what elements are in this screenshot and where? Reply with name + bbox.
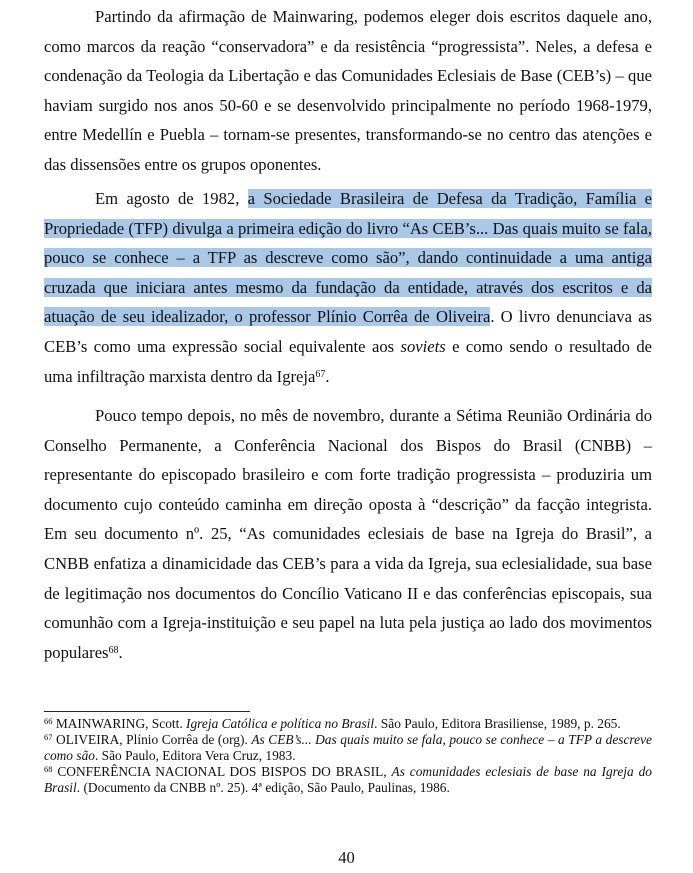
footnote-title: As comunidades eclesiais de base na Igreja do Brasil: [44, 764, 652, 796]
paragraph-2-continuation: . O livro denunciava as CEB’s como uma expressão social equivalente aos: [44, 307, 652, 356]
italic-term-soviets: soviets: [400, 336, 446, 356]
paragraph-2-intro: Em agosto de 1982,: [95, 189, 248, 208]
paragraph-3: [44, 401, 652, 667]
footnote-title: Igreja Católica e política no Brasil: [186, 716, 375, 731]
footnotes-section: [44, 716, 652, 796]
footnote-title: As CEB’s... Das quais muito se fala, pouco se conhece – a TFP a descreve como são: [44, 732, 652, 764]
footnote-66: [44, 716, 652, 732]
footnote-tail: . (Documento da CNBB nº. 25). 4ª edição, São Paulo, Paulinas, 1986.: [76, 780, 450, 796]
highlighted-text-selection[interactable]: a Sociedade Brasileira de Defesa da Tradição, Família e Propriedade (TFP) divulga a primeira edição do livro “As CEB’s... Das quais muito se fala, pouco se conhece – a TFP as descreve como são”, dando continuidade a uma antiga cruzada que iniciara antes mesmo da fundação da entidade, através dos escritos e da atuação de seu idealizador, o professor Plínio Corrêa de Oliveira: [44, 189, 652, 327]
footnote-number: 66: [44, 716, 53, 726]
footnote-ref-67[interactable]: 67: [315, 368, 326, 380]
paragraph-1-text: Partindo da afirmação de Mainwaring, podemos eleger dois escritos daquele ano, como marcos da reação “conservadora” e da resistência “progressista”. Neles, a defesa e condenação da Teologia da Libertação e das Comunidades Eclesiais de Base (CEB’s) – que haviam surgido nos anos 50-60 e se desenvolvido principalmente no período 1968-1979, entre Medellín e Puebla – tornam-se presentes, transformando-se no centro das atenções e das dissensões entre os grupos oponentes.: [44, 7, 652, 174]
paragraph-3-text: Pouco tempo depois, no mês de novembro, durante a Sétima Reunião Ordinária do Conselho Permanente, a Conferência Nacional dos Bispos do Brasil (CNBB) – representante do episcopado brasileiro e com forte tradição progressista – produziria um documento cujo conteúdo caminha em direção oposta à “descrição” da facção integrista. Em seu documento nº. 25, “As comunidades eclesiais de base na Igreja do Brasil”, a CNBB enfatiza a dinamicidade das CEB’s para a vida da Igreja, sua eclesialidade, sua base de legitimação nos documentos do Concílio Vaticano II e das conferências episcopais, sua comunhão com a Igreja-instituição e seu papel na luta pela justiça ao lado dos movimentos populares: [44, 406, 652, 662]
paragraph-2-end: .: [325, 366, 330, 386]
page-number: 40: [338, 848, 355, 867]
paragraph-1: [44, 2, 652, 180]
footnote-lead: MAINWARING, Scott.: [52, 716, 187, 731]
footnote-68: [44, 764, 652, 796]
footnote-lead: CONFERÊNCIA NACIONAL DOS BISPOS DO BRASIL,: [52, 764, 392, 780]
footnote-tail: . São Paulo, Editora Brasiliense, 1989, p. 265.: [374, 716, 621, 731]
footnote-67: [44, 732, 652, 764]
footnote-tail: . São Paulo, Editora Vera Cruz, 1983.: [94, 748, 296, 764]
paragraph-2-conclusion: e como sendo o resultado de uma infiltração marxista dentro da Igreja: [44, 336, 652, 386]
footnote-ref-68[interactable]: 68: [108, 644, 119, 656]
footnote-number: 67: [44, 732, 53, 743]
footnote-lead: OLIVEIRA, Plínio Corrêa de (org).: [52, 732, 252, 748]
footnote-separator: [44, 711, 250, 712]
paragraph-2: [44, 184, 652, 391]
paragraph-3-end: .: [118, 642, 123, 662]
footnote-number: 68: [44, 764, 53, 775]
